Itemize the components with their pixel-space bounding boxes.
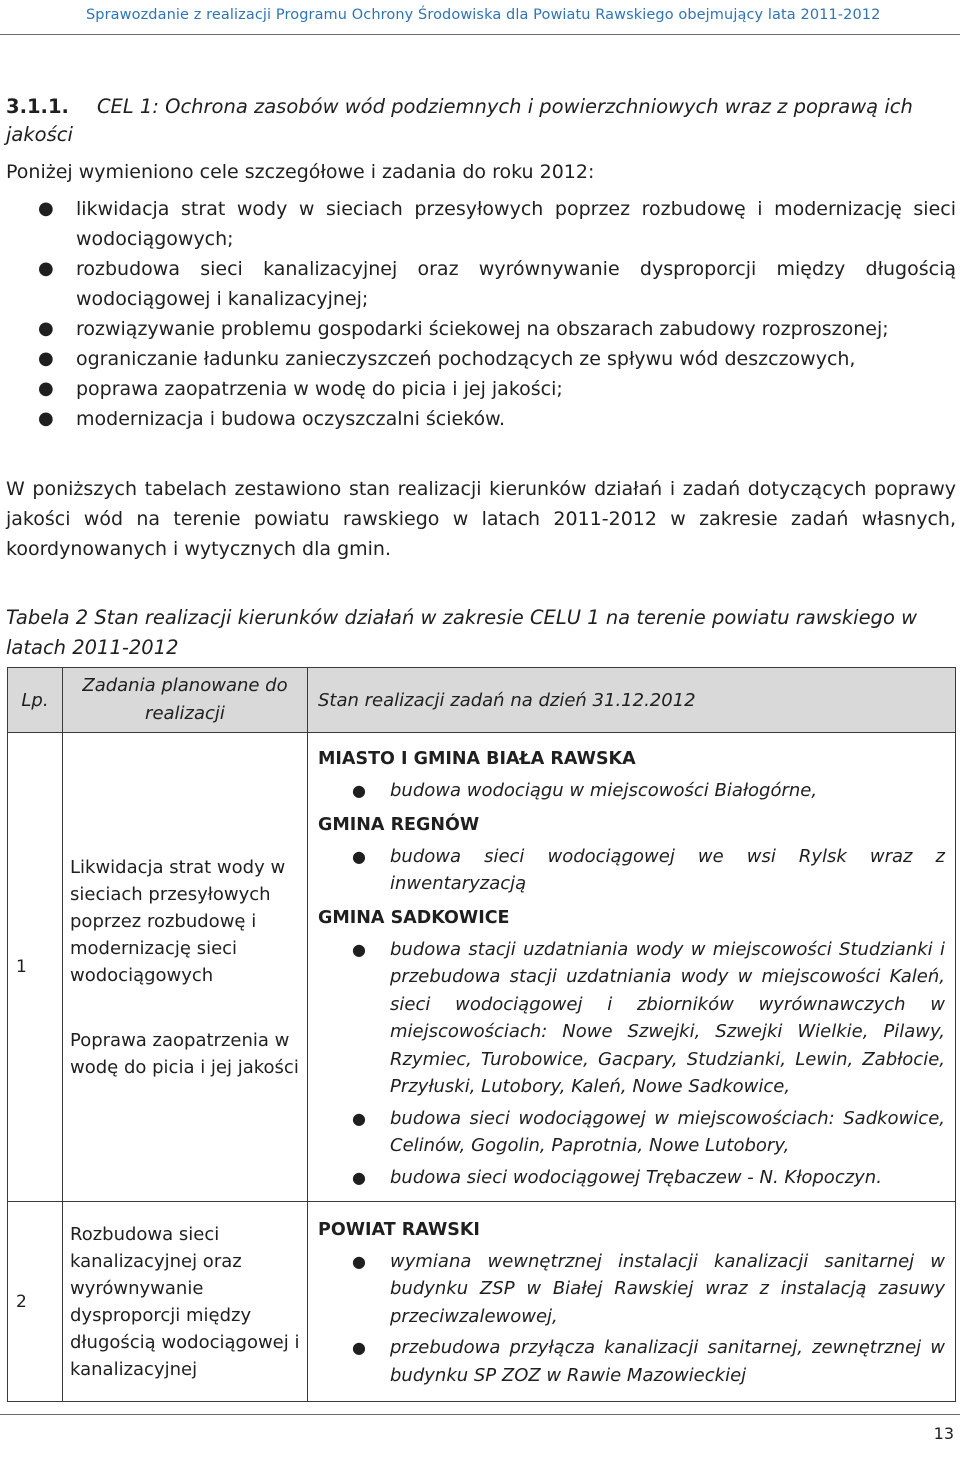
- status-item: ● budowa sieci wodociągowej Trębaczew - N. Kłopoczyn.: [318, 1164, 945, 1192]
- table-caption: Tabela 2 Stan realizacji kierunków działań w zakresie CELU 1 na terenie powiatu rawskiego w latach 2011-2012: [6, 606, 918, 659]
- bullet-icon: ●: [38, 258, 54, 279]
- goal-item: ● rozbudowa sieci kanalizacyjnej oraz wyrównywanie dysproporcji między długością wodociągowej i kanalizacyjnej;: [0, 254, 956, 314]
- section-title: CEL 1: Ochrona zasobów wód podziemnych i powierzchniowych wraz z poprawą ich jakości: [6, 95, 913, 146]
- goal-item: ● likwidacja strat wody w sieciach przesyłowych poprzez rozbudowę i modernizację sieci wodociągowych;: [0, 194, 956, 254]
- page-header: [0, 0, 960, 35]
- bullet-icon: ●: [352, 781, 366, 800]
- goal-item: ● rozwiązywanie problemu gospodarki ściekowej na obszarach zabudowy rozproszonej;: [0, 314, 956, 344]
- status-cell: [308, 733, 956, 1202]
- status-item: ● przebudowa przyłącza kanalizacji sanitarnej, zewnętrznej w budynku SP ZOZ w Rawie Mazowieckiej: [318, 1334, 945, 1389]
- table-header-row: [8, 668, 956, 733]
- status-item: ● budowa sieci wodociągowej w miejscowościach: Sadkowice, Celinów, Gogolin, Paprotnia, Nowe Lutobory,: [318, 1105, 945, 1160]
- goal-item: ● ograniczanie ładunku zanieczyszczeń pochodzących ze spływu wód deszczowych,: [0, 344, 956, 374]
- goal-list: [0, 194, 956, 434]
- section-heading: [6, 93, 956, 149]
- bullet-icon: ●: [38, 198, 54, 219]
- status-list: [318, 777, 945, 805]
- row-number: 2: [8, 1202, 63, 1402]
- status-item: ● budowa stacji uzdatniania wody w miejscowości Studzianki i przebudowa stacji uzdatniania wody w miejscowości Kaleń, sieci wodociągowej i zbiorników wyrównawczych w miejscowościach: Nowe Szwejki, Szwejki Wielkie, Pilawy, Rzymiec, Turobowice, Gacpary, Studzianki, Lewin, Zabłocie, Przyłuski, Lutobory, Kaleń, Nowe Sadkowice,: [318, 936, 945, 1101]
- task-text: Rozbudowa sieci kanalizacyjnej oraz wyrównywanie dysproporcji między długością wodociągowej i kanalizacyjnej: [70, 1223, 300, 1380]
- bullet-icon: ●: [352, 939, 366, 959]
- goal-item: ● poprawa zaopatrzenia w wodę do picia i jej jakości;: [0, 374, 956, 404]
- status-list: [318, 936, 945, 1192]
- status-item: ● budowa sieci wodociągowej we wsi Rylsk wraz z inwentaryzacją: [318, 843, 945, 898]
- status-list: [318, 1248, 945, 1390]
- bullet-icon: ●: [38, 408, 54, 429]
- row-number: 1: [8, 733, 63, 1202]
- status-cell: [308, 1202, 956, 1402]
- bullet-icon: ●: [352, 1251, 366, 1271]
- group-title: GMINA REGNÓW: [318, 814, 480, 835]
- bullet-icon: ●: [38, 378, 54, 399]
- task-text: Likwidacja strat wody w sieciach przesyłowych poprzez rozbudowę i modernizację sieci wodociągowych: [70, 856, 286, 986]
- group-title: GMINA SADKOWICE: [318, 907, 510, 928]
- header-lp: Lp.: [8, 668, 63, 733]
- footer-rule: [0, 1414, 960, 1415]
- bullet-icon: ●: [352, 1338, 366, 1358]
- table-row: [8, 1202, 956, 1402]
- header-title: Sprawozdanie z realizacji Programu Ochrony Środowiska dla Powiatu Rawskiego obejmujący lata 2011-2012: [86, 7, 881, 23]
- status-item: ● budowa wodociągu w miejscowości Białogórne,: [318, 777, 945, 805]
- section-number: 3.1.1.: [6, 95, 69, 118]
- intro-text: Poniżej wymieniono cele szczegółowe i zadania do roku 2012:: [6, 161, 595, 183]
- bullet-icon: ●: [38, 318, 54, 339]
- task-cell: [63, 1202, 308, 1402]
- summary-paragraph: W poniższych tabelach zestawiono stan realizacji kierunków działań i zadań dotyczących poprawy jakości wód na terenie powiatu rawskiego w latach 2011-2012 w zakresie zadań własnych, koordynowanych i wytycznych dla gmin.: [6, 478, 956, 560]
- page-number: 13: [933, 1424, 954, 1443]
- task-text: Poprawa zaopatrzenia w wodę do picia i jej jakości: [70, 1029, 299, 1078]
- header-status: Stan realizacji zadań na dzień 31.12.2012: [308, 668, 956, 733]
- status-list: [318, 843, 945, 898]
- goal-item: ● modernizacja i budowa oczyszczalni ścieków.: [0, 404, 956, 434]
- bullet-icon: ●: [352, 1167, 366, 1187]
- group-title: MIASTO I GMINA BIAŁA RAWSKA: [318, 749, 636, 769]
- header-task: Zadania planowane do realizacji: [63, 668, 308, 733]
- table-row: [8, 733, 956, 1202]
- group-title: POWIAT RAWSKI: [318, 1219, 480, 1240]
- bullet-icon: ●: [38, 348, 54, 369]
- bullet-icon: ●: [352, 846, 366, 866]
- task-cell: [63, 733, 308, 1202]
- status-table: [7, 667, 956, 1402]
- bullet-icon: ●: [352, 1108, 366, 1128]
- status-item: ● wymiana wewnętrznej instalacji kanalizacji sanitarnej w budynku ZSP w Białej Rawskiej wraz z instalacją zasuwy przeciwzalewowej,: [318, 1248, 945, 1331]
